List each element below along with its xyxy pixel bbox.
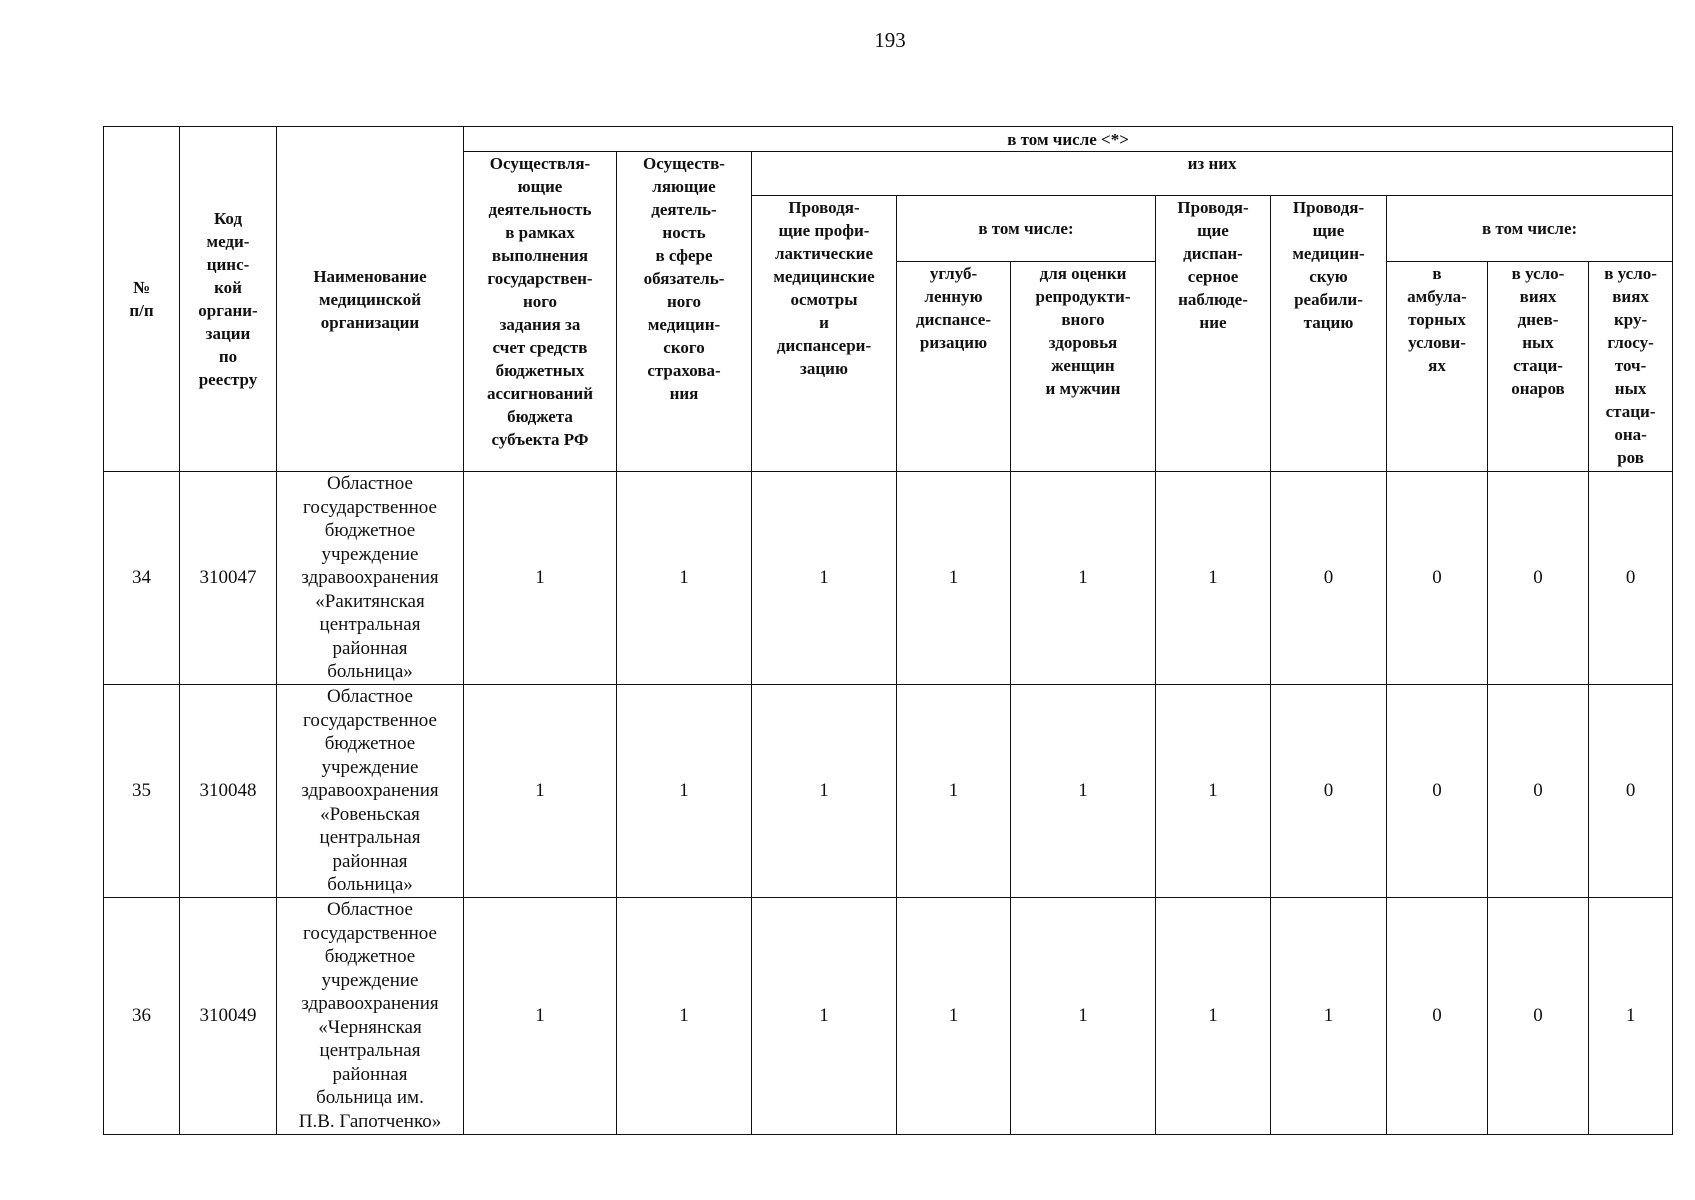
row-number: 34	[104, 472, 180, 685]
registry-table	[103, 126, 1673, 1135]
value-rehab: 0	[1271, 472, 1387, 685]
registry-code: 310048	[180, 685, 277, 898]
org-name: Областное государственное бюджетное учреждение здравоохранения «Чернянская центральная районная больница им. П.В. Гапотченко»	[277, 898, 464, 1135]
value-rehab: 1	[1271, 898, 1387, 1135]
header-round-clock: в усло- виях кру- глосу- точ- ных стаци- она- ров	[1589, 262, 1673, 472]
header-day-hospital: в усло- виях днев- ных стаци- онаров	[1488, 262, 1589, 472]
header-registry-code: Код меди- цинс- кой органи- зации по реестру	[180, 127, 277, 472]
header-preventive: Проводя- щие профи- лактические медицинские осмотры и диспансери- зацию	[752, 196, 897, 472]
value-dispensary: 1	[1156, 472, 1271, 685]
value-extended: 1	[897, 472, 1011, 685]
header-extended: углуб- ленную диспансе- ризацию	[897, 262, 1011, 472]
registry-code: 310047	[180, 472, 277, 685]
header-reproductive: для оценки репродукти- вного здоровья женщин и мужчин	[1011, 262, 1156, 472]
value-dispensary: 1	[1156, 685, 1271, 898]
value-budget-activity: 1	[464, 898, 617, 1135]
value-oms-activity: 1	[617, 685, 752, 898]
value-reproductive: 1	[1011, 472, 1156, 685]
table-row	[104, 898, 1673, 1135]
value-extended: 1	[897, 898, 1011, 1135]
row-number: 35	[104, 685, 180, 898]
header-of-them: из них	[752, 152, 1673, 196]
header-oms-activity: Осуществ- ляющие деятель- ность в сфере обязатель- ного медицин- ского страхова- ния	[617, 152, 752, 472]
value-round-clock: 0	[1589, 472, 1673, 685]
value-round-clock: 0	[1589, 685, 1673, 898]
header-outpatient: в амбула- торных услови- ях	[1387, 262, 1488, 472]
header-row-number: № п/п	[104, 127, 180, 472]
page-number: 193	[874, 28, 906, 52]
header-including-1: в том числе:	[897, 196, 1156, 262]
value-outpatient: 0	[1387, 472, 1488, 685]
value-budget-activity: 1	[464, 685, 617, 898]
row-number: 36	[104, 898, 180, 1135]
value-oms-activity: 1	[617, 472, 752, 685]
value-oms-activity: 1	[617, 898, 752, 1135]
value-rehab: 0	[1271, 685, 1387, 898]
table-row	[104, 472, 1673, 685]
header-including-2: в том числе:	[1387, 196, 1673, 262]
value-outpatient: 0	[1387, 685, 1488, 898]
header-org-name: Наименование медицинской организации	[277, 127, 464, 472]
header-dispensary: Проводя- щие диспан- серное наблюде- ние	[1156, 196, 1271, 472]
value-reproductive: 1	[1011, 898, 1156, 1135]
value-round-clock: 1	[1589, 898, 1673, 1135]
header-rehab: Проводя- щие медицин- скую реабили- тацию	[1271, 196, 1387, 472]
header-row-1	[104, 127, 1673, 152]
table-row	[104, 685, 1673, 898]
value-dispensary: 1	[1156, 898, 1271, 1135]
value-preventive: 1	[752, 472, 897, 685]
value-reproductive: 1	[1011, 685, 1156, 898]
registry-code: 310049	[180, 898, 277, 1135]
value-extended: 1	[897, 685, 1011, 898]
org-name: Областное государственное бюджетное учреждение здравоохранения «Ракитянская центральная районная больница»	[277, 472, 464, 685]
value-outpatient: 0	[1387, 898, 1488, 1135]
value-day-hospital: 0	[1488, 898, 1589, 1135]
value-budget-activity: 1	[464, 472, 617, 685]
value-preventive: 1	[752, 898, 897, 1135]
header-including: в том числе <*>	[464, 127, 1673, 152]
value-preventive: 1	[752, 685, 897, 898]
header-budget-activity: Осуществля- ющие деятельность в рамках выполнения государствен- ного задания за счет средств бюджетных ассигнований бюджета субъекта РФ	[464, 152, 617, 472]
org-name: Областное государственное бюджетное учреждение здравоохранения «Ровеньская центральная районная больница»	[277, 685, 464, 898]
value-day-hospital: 0	[1488, 472, 1589, 685]
value-day-hospital: 0	[1488, 685, 1589, 898]
